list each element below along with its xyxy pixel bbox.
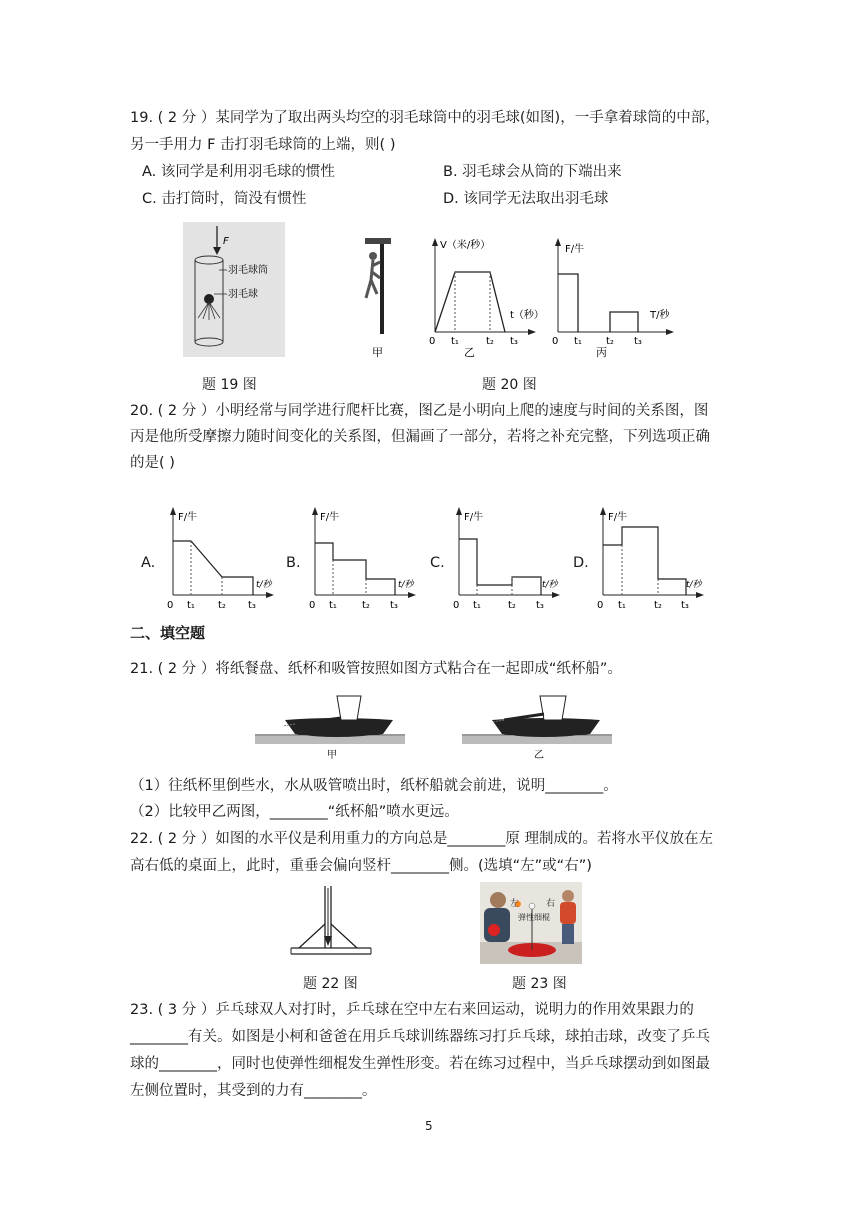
svg-text:F/牛: F/牛 <box>178 512 198 523</box>
q19-option-d: D. 该同学无法取出羽毛球 <box>443 191 609 207</box>
yi-ylabel: V（米/秒） <box>440 240 491 251</box>
q20-graph-c <box>444 505 568 613</box>
q22-line2: 高右低的桌面上，此时，重垂会偏向竖杆________侧。(选填“左”或“右”) <box>130 858 592 874</box>
q21-line1: 21. ( 2 分 ）将纸餐盘、纸杯和吸管按照如图方式粘合在一起即成“纸杯船”。 <box>130 661 622 677</box>
q20-graph-d <box>588 505 712 613</box>
ball-label: 羽毛球 <box>228 289 258 300</box>
svg-text:t/秒: t/秒 <box>256 580 272 590</box>
force-label: F <box>223 236 229 247</box>
page-number: 5 <box>425 1119 433 1133</box>
svg-text:t/秒: t/秒 <box>398 580 414 590</box>
svg-text:t₁: t₁ <box>473 600 481 611</box>
q19-figure <box>183 222 285 357</box>
section-heading: 二、填空题 <box>130 624 206 642</box>
q23-line2: ________有关。如图是小柯和爸爸在用乒乓球训练器练习打乒乓球，球拍击球，改变了乒乓 <box>130 1029 710 1045</box>
q20-figure <box>360 232 700 362</box>
q20-option-d: D. <box>573 555 589 571</box>
svg-text:t₂: t₂ <box>606 336 614 347</box>
tube-label: 羽毛球筒 <box>228 265 268 276</box>
svg-text:t₁: t₁ <box>574 336 582 347</box>
svg-text:0: 0 <box>453 600 460 611</box>
q22-level-figure <box>285 882 375 964</box>
q23-caption: 题 23 图 <box>512 976 567 992</box>
photo-rod-label: 弹性细棍 <box>518 913 550 922</box>
q23-line1: 23. ( 3 分 ）乒乓球双人对打时，乒乓球在空中左右来回运动，说明力的作用效果跟力的 <box>130 1002 694 1018</box>
svg-text:t/秒: t/秒 <box>542 580 558 590</box>
bing-ylabel: F/牛 <box>565 244 585 255</box>
q21-figure-yi <box>462 690 612 762</box>
q23-line3: 球的________，同时也使弹性细棍发生弹性形变。若在练习过程中，当乒乓球摆动到如图最 <box>130 1056 710 1072</box>
svg-text:t₁: t₁ <box>451 336 459 347</box>
svg-text:t₂: t₂ <box>508 600 516 611</box>
photo-left-label: 左 <box>510 899 520 909</box>
svg-text:0: 0 <box>429 336 436 347</box>
svg-text:t₂: t₂ <box>218 600 226 611</box>
q20-graph-a <box>158 505 282 613</box>
svg-text:乙: 乙 <box>534 750 544 761</box>
q20-option-c: C. <box>430 555 445 571</box>
svg-text:F/牛: F/牛 <box>608 512 628 523</box>
q20-caption: 题 20 图 <box>482 377 537 393</box>
svg-text:t₂: t₂ <box>486 336 494 347</box>
svg-text:F/牛: F/牛 <box>320 512 340 523</box>
yi-xlabel: t（秒） <box>510 310 544 321</box>
svg-text:t/秒: t/秒 <box>686 580 702 590</box>
q19-option-b: B. 羽毛球会从筒的下端出来 <box>443 164 622 180</box>
svg-text:t₃: t₃ <box>536 600 544 611</box>
svg-text:0: 0 <box>597 600 604 611</box>
svg-text:F/牛: F/牛 <box>464 512 484 523</box>
q21-sub1: （1）往纸杯里倒些水，水从吸管喷出时，纸杯船就会前进，说明________。 <box>130 778 618 794</box>
svg-text:t₃: t₃ <box>510 336 518 347</box>
fig-jia-label: 甲 <box>372 346 383 359</box>
q19-caption: 题 19 图 <box>202 377 257 393</box>
q21-figure-jia <box>255 690 405 762</box>
q23-line4: 左侧位置时，其受到的力有________。 <box>130 1083 377 1099</box>
svg-text:甲: 甲 <box>327 750 337 761</box>
q20-line1: 20. ( 2 分 ）小明经常与同学进行爬杆比赛，图乙是小明向上爬的速度与时间的关系图，图 <box>130 403 709 419</box>
svg-text:t₃: t₃ <box>634 336 642 347</box>
svg-text:0: 0 <box>309 600 316 611</box>
bing-xlabel: T/秒 <box>650 310 670 321</box>
svg-text:t₃: t₃ <box>681 600 689 611</box>
svg-text:t₂: t₂ <box>654 600 662 611</box>
svg-text:t₃: t₃ <box>390 600 398 611</box>
q22-line1: 22. ( 2 分 ）如图的水平仪是利用重力的方向总是________原 理制成的。若将水平仪放在左 <box>130 831 713 847</box>
photo-right-label: 右 <box>546 899 556 909</box>
q20-line2: 丙是他所受摩擦力随时间变化的关系图，但漏画了一部分，若将之补充完整，下列选项正确 <box>130 429 710 445</box>
svg-text:t₂: t₂ <box>362 600 370 611</box>
q19-option-a: A. 该同学是利用羽毛球的惯性 <box>142 164 335 180</box>
q20-graph-b <box>300 505 424 613</box>
q19-line1: 19. ( 2 分 ）某同学为了取出两头均空的羽毛球筒中的羽毛球(如图)，一手拿着球筒的中部， <box>130 110 720 126</box>
fig-bing-label: 丙 <box>596 346 607 359</box>
q19-line2: 另一手用力 F 击打羽毛球筒的上端，则( ) <box>130 137 396 153</box>
svg-text:0: 0 <box>167 600 174 611</box>
q20-option-b: B. <box>286 555 301 571</box>
svg-text:t₁: t₁ <box>618 600 626 611</box>
svg-text:t₃: t₃ <box>248 600 256 611</box>
svg-text:t₁: t₁ <box>187 600 195 611</box>
q20-line3: 的是( ) <box>130 455 175 471</box>
q23-photo <box>480 882 582 964</box>
q22-caption: 题 22 图 <box>303 976 358 992</box>
climber-icon <box>366 252 380 298</box>
svg-text:t₁: t₁ <box>329 600 337 611</box>
q19-option-c: C. 击打筒时，筒没有惯性 <box>142 191 307 207</box>
q20-option-a: A. <box>141 555 156 571</box>
fig-yi-label: 乙 <box>464 346 475 359</box>
svg-text:0: 0 <box>552 336 559 347</box>
q21-sub2: （2）比较甲乙两图，________“纸杯船”喷水更远。 <box>130 804 459 820</box>
